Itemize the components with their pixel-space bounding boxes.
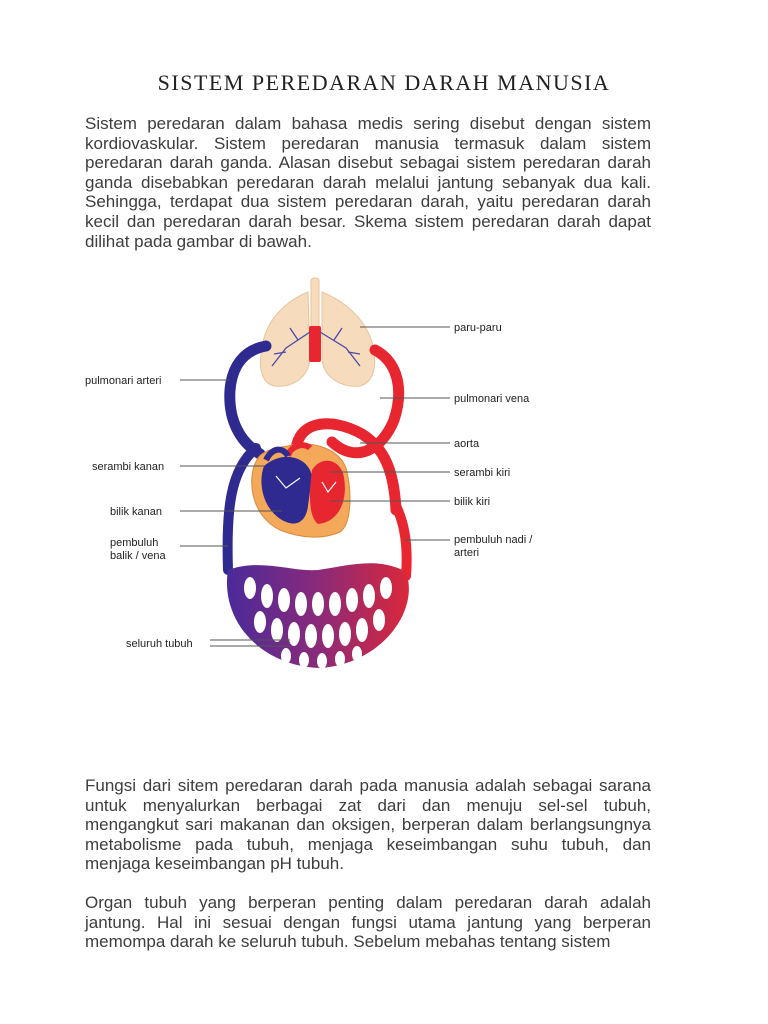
label-pulmonari-vena: pulmonari vena (454, 393, 530, 405)
intro-paragraph: Sistem peredaran dalam bahasa medis sering disebut dengan sistem kordiovaskular. Sistem peredaran manusia termasuk dalam sistem peredaran darah ganda. Alasan disebut sebagai sistem peredaran darah ganda disebabkan peredaran darah melalui jantung sebanyak dua kali. Sehingga, terdapat dua sistem peredaran darah, yaitu peredaran darah kecil dan peredaran darah besar. Skema sistem peredaran darah dapat dilihat pada gambar di bawah. (85, 114, 651, 251)
label-serambi-kiri: serambi kiri (454, 467, 511, 479)
circulatory-system-diagram (60, 270, 580, 690)
heart (252, 444, 350, 537)
heart-paragraph: Organ tubuh yang berperan penting dalam peredaran darah adalah jantung. Hal ini sesuai dengan fungsi utama jantung yang berperan memompa darah ke seluruh tubuh. Sebelum mebahas tentang sistem (85, 893, 651, 952)
label-aorta: aorta (454, 438, 480, 450)
label-bilik-kanan: bilik kanan (110, 506, 162, 518)
label-seluruh-tubuh: seluruh tubuh (126, 638, 193, 650)
label-serambi-kanan: serambi kanan (92, 461, 165, 473)
function-paragraph: Fungsi dari sitem peredaran darah pada manusia adalah sebagai sarana untuk menyalurkan berbagai zat dari dan menuju sel-sel tubuh, mengangkut sari makanan dan oksigen, berperan dalam berlangsungnya metabolisme pada tubuh, menjaga keseimbangan suhu tubuh, dan menjaga keseimbangan pH tubuh. (85, 776, 651, 874)
lungs (261, 278, 375, 386)
label-pembuluh-balik-line2: balik / vena (110, 550, 166, 562)
page-title: SISTEM PEREDARAN DARAH MANUSIA (157, 70, 611, 95)
label-bilik-kiri: bilik kiri (454, 496, 491, 508)
body-capillaries (227, 563, 409, 669)
label-paru-paru: paru-paru (454, 322, 502, 334)
label-pulmonari-arteri: pulmonari arteri (85, 375, 162, 387)
label-pembuluh-nadi-line2: arteri (454, 547, 480, 559)
label-pembuluh-balik-line1: pembuluh (110, 537, 159, 549)
label-pembuluh-nadi-line1: pembuluh nadi / (454, 534, 533, 546)
